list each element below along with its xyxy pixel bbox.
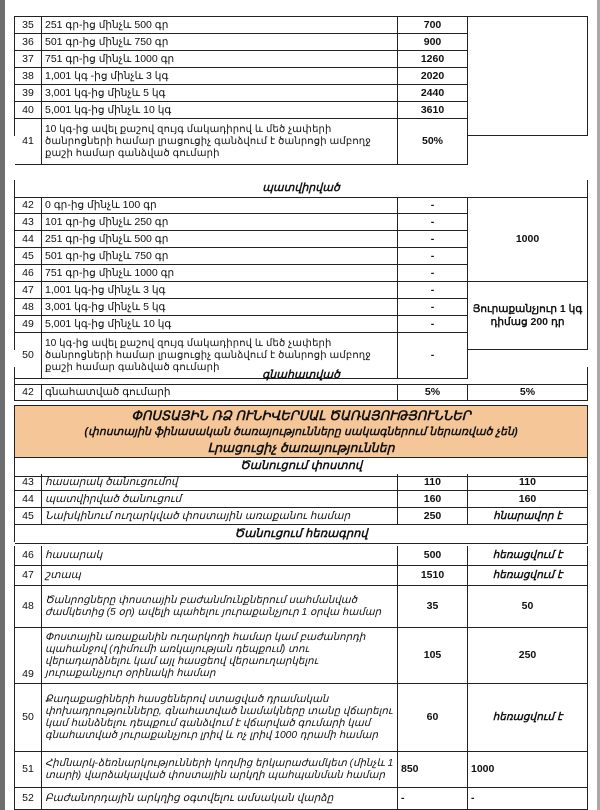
row-price: 3610 — [398, 102, 468, 119]
row-description: Հիմնարկ-ձեռնարկությունների կողմից երկարաժամկետ (մինչև 1 տարի) վարձակալված փոստային արկղի պահպանման համար — [42, 752, 398, 788]
row-description: Բաժանորդային արկղից օգտվելու ամսական վարձը — [42, 788, 398, 810]
row-price: - — [398, 248, 468, 265]
row-price-2: - — [468, 788, 588, 810]
row-description: 101 գր-ից մինչև 250 գր — [42, 214, 398, 231]
row-number: 46 — [15, 265, 42, 282]
row-price-2: 50 — [468, 586, 588, 628]
row-description: Ծանրոցները փոստային բաժանմունքներում սահմանված ժամկետից (5 օր) ավելի պահելու յուրաքանչյուր 1 օրվա համար — [42, 586, 398, 628]
tariff-table — [14, 16, 588, 159]
row-price: - — [398, 788, 468, 810]
banner-title: ՓՈՍՏԱՅԻՆ ՌՁ ՈՒՆԻՎԵՐՍԱԼ ԾԱՌԱՅՈՒԹՅՈՒՆՆԵՐ — [15, 406, 588, 425]
row-number: 39 — [15, 85, 42, 102]
row-number: 36 — [15, 34, 42, 51]
row-description: հասարակ ծանուցումով — [42, 474, 398, 491]
merged-price-1000: 1000 — [468, 197, 588, 282]
row-number: 42 — [15, 384, 42, 401]
scan-edge-left — [0, 0, 5, 810]
row-number: 38 — [15, 68, 42, 85]
row-description: 3,001 կգ-ից մինչև 5 կգ — [42, 85, 398, 102]
row-description: շտապ — [42, 566, 398, 586]
row-number: 50 — [15, 684, 42, 752]
row-number: 42 — [15, 197, 42, 214]
banner-subtitle: (փոստային ֆինասական ծառայությունները սակագներում ներառված չեն) — [15, 423, 588, 442]
row-number: 46 — [15, 546, 42, 566]
row-description: 501 գր-ից մինչև 750 գր — [42, 34, 398, 51]
row-number: 43 — [15, 474, 42, 491]
row-description: 501 գր-ից մինչև 750 գր — [42, 248, 398, 265]
row-price-2: 1000 — [468, 752, 588, 788]
row-price-2: 110 — [468, 474, 588, 491]
row-number: 35 — [15, 17, 42, 34]
row-price: - — [398, 333, 468, 379]
row-price: - — [398, 265, 468, 282]
row-number: 37 — [15, 51, 42, 68]
row-description: 5,001 կգ-ից մինչև 10 կգ — [42, 316, 398, 333]
row-description: 251 գր-ից մինչև 500 գր — [42, 231, 398, 248]
banner-extra-services: Լրացուցիչ ծառայություններ — [15, 440, 588, 458]
row-price: 700 — [398, 17, 468, 34]
section-registered: պատվիրված — [15, 180, 588, 198]
row-price: 110 — [398, 474, 468, 491]
row-number: 40 — [15, 102, 42, 119]
row-price: 60 — [398, 684, 468, 752]
registered-table — [14, 180, 588, 373]
row-price-2: 5% — [468, 384, 588, 401]
row-price-2: 250 — [468, 628, 588, 684]
row-description: հասարակ — [42, 546, 398, 566]
row-description: 751 գր-ից մինչև 1000 գր — [42, 51, 398, 68]
section-by-telegram: Ծանուցում հեռագրով — [15, 525, 588, 544]
row-price: 5% — [398, 384, 468, 401]
row-description: 10 կգ-ից ավել քաշով զույգ մակադիրով և մեծ չափերի ծանրոցների համար լրացուցիչ գանձվում է ծանրոցի ամբողջ քաշի համար գանձված գումարի — [42, 333, 398, 379]
row-price: 500 — [398, 546, 468, 566]
universal-services-table — [14, 405, 588, 542]
row-price-2: հեռացվում է — [468, 684, 588, 752]
telegram-table — [14, 546, 588, 810]
row-number: 45 — [15, 248, 42, 265]
row-price-2: հեռացվում է — [468, 546, 588, 566]
row-number: 45 — [15, 508, 42, 525]
row-price: 50% — [398, 119, 468, 165]
row-price: 1260 — [398, 51, 468, 68]
row-number: 49 — [15, 316, 42, 333]
row-description: 3,001 կգ-ից մինչև 5 կգ — [42, 299, 398, 316]
row-description: 1,001 կգ-ից մինչև 3 կգ — [42, 282, 398, 299]
row-price: 160 — [398, 491, 468, 508]
row-number: 49 — [15, 628, 42, 684]
row-price: - — [398, 282, 468, 299]
row-number: 51 — [15, 752, 42, 788]
row-price: 105 — [398, 628, 468, 684]
row-number: 50 — [15, 333, 42, 379]
row-price: 2440 — [398, 85, 468, 102]
row-price: - — [398, 316, 468, 333]
row-number: 48 — [15, 586, 42, 628]
row-description: 751 գր-ից մինչև 1000 գր — [42, 265, 398, 282]
row-description: Նախկինում ուղարկված փոստային առաքանու համար — [42, 508, 398, 525]
row-price-2: հնարավոր է — [468, 508, 588, 525]
row-price-2: հեռացվում է — [468, 566, 588, 586]
row-number: 43 — [15, 214, 42, 231]
row-price: 900 — [398, 34, 468, 51]
valued-table — [14, 367, 588, 401]
row-description: 0 գր-ից մինչև 100 գր — [42, 197, 398, 214]
row-number: 44 — [15, 491, 42, 508]
row-description: գնահատված գումարի — [42, 384, 398, 401]
row-description: 1,001 կգ -ից մինչև 3 կգ — [42, 68, 398, 85]
row-price-2: 160 — [468, 491, 588, 508]
row-number: 52 — [15, 788, 42, 810]
row-number: 47 — [15, 282, 42, 299]
row-description: Փոստային առաքանին ուղարկողի համար կամ բաժանորդի պահանջով (դիմումի առկայության դեպքում) տու վերադարձնելու կամ այլ հասցեով վերաուղարկելու յուրաքանչյուր օրինակի համար — [42, 628, 398, 684]
row-description: Քաղաքացիների հասցեներով ստացված դրամական փոխադրությունները, գնահատված նամակները տանը վճարելու կամ հանձնելու դեպքում գանձվում է վճարված գումարի կամ գնահատված յուրաքանչյուր լրիվ և ոչ լրիվ 1000 դրամի համար — [42, 684, 398, 752]
row-price: 2020 — [398, 68, 468, 85]
section-by-land: Ծանուցում փոստով — [15, 457, 588, 477]
row-price: 35 — [398, 586, 468, 628]
row-price: 250 — [398, 508, 468, 525]
row-number: 47 — [15, 566, 42, 586]
row-price-empty — [468, 17, 588, 136]
row-price: - — [398, 214, 468, 231]
row-description: 5,001 կգ-ից մինչև 10 կգ — [42, 102, 398, 119]
row-number: 41 — [15, 119, 42, 165]
row-price: - — [398, 231, 468, 248]
row-number: 44 — [15, 231, 42, 248]
merged-price-per-kg: Յուրաքանչյուր 1 կգ դիմաց 200 դր — [468, 282, 588, 350]
row-price: 850 — [398, 752, 468, 788]
row-price: - — [398, 197, 468, 214]
row-number: 48 — [15, 299, 42, 316]
row-price: 1510 — [398, 566, 468, 586]
row-description: պատվիրված ծանուցում — [42, 491, 398, 508]
row-price: - — [398, 299, 468, 316]
row-description: 251 գր-ից մինչև 500 գր — [42, 17, 398, 34]
section-valued: գնահատված — [15, 367, 588, 385]
row-description: 10 կգ-ից ավել քաշով զույգ մակադիրով և մեծ չափերի ծանրոցների համար լրացուցիչ գանձվում է ծանրոցի ամբողջ քաշի համար գանձված գումարի — [42, 119, 398, 165]
